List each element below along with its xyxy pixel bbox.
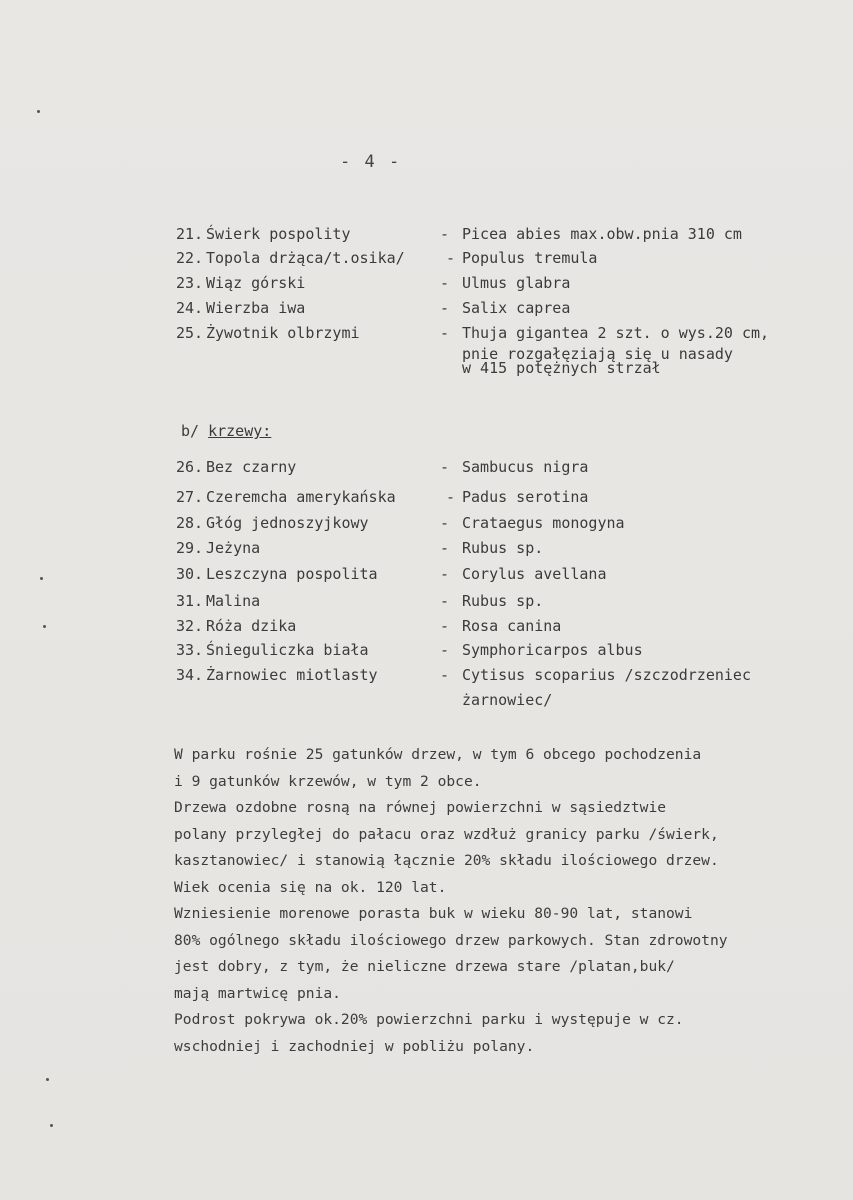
item-number: 22. xyxy=(176,249,204,267)
dash: - xyxy=(446,249,456,267)
latin-name: Thuja gigantea 2 szt. o wys.20 cm, xyxy=(462,324,770,342)
dash: - xyxy=(440,641,450,659)
scan-speck xyxy=(37,110,40,113)
dash: - xyxy=(440,617,450,635)
polish-name: Malina xyxy=(206,592,261,610)
item-number: 32. xyxy=(176,617,204,635)
latin-name: Sambucus nigra xyxy=(462,458,589,476)
dash: - xyxy=(440,274,450,292)
polish-name: Wiąz górski xyxy=(206,274,306,292)
scan-speck xyxy=(46,1078,49,1081)
page-number: - 4 - xyxy=(340,152,402,172)
item-number: 23. xyxy=(176,274,204,292)
paragraph-line: Podrost pokrywa ok.20% powierzchni parku i występuje w cz. xyxy=(174,1011,684,1028)
paragraph-line: polany przyległej do pałacu oraz wzdłuż granicy parku /świerk, xyxy=(174,825,719,843)
polish-name: Leszczyna pospolita xyxy=(206,565,378,583)
polish-name: Jeżyna xyxy=(206,539,261,557)
scan-speck xyxy=(40,577,43,580)
dash: - xyxy=(440,592,450,610)
paragraph-line: Drzewa ozdobne rosną na równej powierzchni w sąsiedztwie xyxy=(174,799,667,816)
summary-paragraph xyxy=(174,742,824,1060)
latin-name: Symphoricarpos albus xyxy=(462,641,643,659)
polish-name: Głóg jednoszyjkowy xyxy=(206,514,369,532)
paragraph-line: W parku rośnie 25 gatunków drzew, w tym 6 obcego pochodzenia xyxy=(174,746,702,763)
item-number: 30. xyxy=(176,565,204,583)
dash: - xyxy=(440,299,450,317)
dash: - xyxy=(440,539,450,557)
latin-name: Cytisus scoparius /szczodrzeniec xyxy=(462,666,751,684)
latin-name-continuation: pnie rozgałęziają się u nasady xyxy=(462,345,733,363)
latin-name: Crataegus monogyna xyxy=(462,514,625,532)
item-number: 34. xyxy=(176,666,204,684)
polish-name: Żywotnik olbrzymi xyxy=(206,324,360,342)
dash: - xyxy=(440,458,450,476)
latin-name-continuation: żarnowiec/ xyxy=(462,691,553,709)
latin-name: Ulmus glabra xyxy=(462,274,571,292)
polish-name: Róża dzika xyxy=(206,617,297,635)
item-number: 28. xyxy=(176,514,204,532)
section-heading-prefix: b/ xyxy=(181,422,209,440)
paragraph-line: wschodniej i zachodniej w pobliżu polany. xyxy=(174,1037,535,1055)
scan-speck xyxy=(43,625,46,628)
paragraph-line: Wiek ocenia się na ok. 120 lat. xyxy=(174,878,447,896)
dash: - xyxy=(440,514,450,532)
section-heading-shrubs xyxy=(181,422,271,440)
latin-name-continuation: w 415 potężnych strzał xyxy=(462,359,661,377)
dash: - xyxy=(440,565,450,583)
item-number: 31. xyxy=(176,592,204,610)
paragraph-line: 80% ogólnego składu ilościowego drzew parkowych. Stan zdrowotny xyxy=(174,931,728,949)
polish-name: Topola drżąca/t.osika/ xyxy=(206,249,405,267)
paragraph-line: kasztanowiec/ i stanowią łącznie 20% składu ilościowego drzew. xyxy=(174,852,719,869)
paragraph-line: jest dobry, z tym, że nieliczne drzewa stare /platan,buk/ xyxy=(174,958,675,975)
dash: - xyxy=(440,324,450,342)
item-number: 21. xyxy=(176,225,204,243)
dash: - xyxy=(440,666,450,684)
latin-name: Rubus sp. xyxy=(462,592,544,610)
latin-name: Rosa canina xyxy=(462,617,562,635)
item-number: 29. xyxy=(176,539,204,557)
latin-name: Corylus avellana xyxy=(462,565,607,583)
latin-name: Picea abies max.obw.pnia 310 cm xyxy=(462,225,742,243)
paragraph-line: i 9 gatunków krzewów, w tym 2 obce. xyxy=(174,772,482,790)
polish-name: Bez czarny xyxy=(206,458,297,476)
paragraph-line: mają martwicę pnia. xyxy=(174,984,341,1002)
polish-name: Żarnowiec miotlasty xyxy=(206,666,378,684)
section-heading-label: krzewy: xyxy=(208,422,272,440)
item-number: 26. xyxy=(176,458,204,476)
dash: - xyxy=(440,225,450,243)
polish-name: Wierzba iwa xyxy=(206,299,306,317)
polish-name: Świerk pospolity xyxy=(206,225,351,243)
latin-name: Populus tremula xyxy=(462,249,598,267)
paragraph-line: Wzniesienie morenowe porasta buk w wieku 80-90 lat, stanowi xyxy=(174,905,693,922)
latin-name: Rubus sp. xyxy=(462,539,544,557)
polish-name: Czeremcha amerykańska xyxy=(206,488,396,506)
polish-name: Śnieguliczka biała xyxy=(206,641,369,659)
latin-name: Padus serotina xyxy=(462,488,589,506)
item-number: 27. xyxy=(176,488,204,506)
scan-speck xyxy=(50,1124,53,1127)
dash: - xyxy=(446,488,456,506)
item-number: 24. xyxy=(176,299,204,317)
item-number: 33. xyxy=(176,641,204,659)
latin-name: Salix caprea xyxy=(462,299,571,317)
item-number: 25. xyxy=(176,324,204,342)
